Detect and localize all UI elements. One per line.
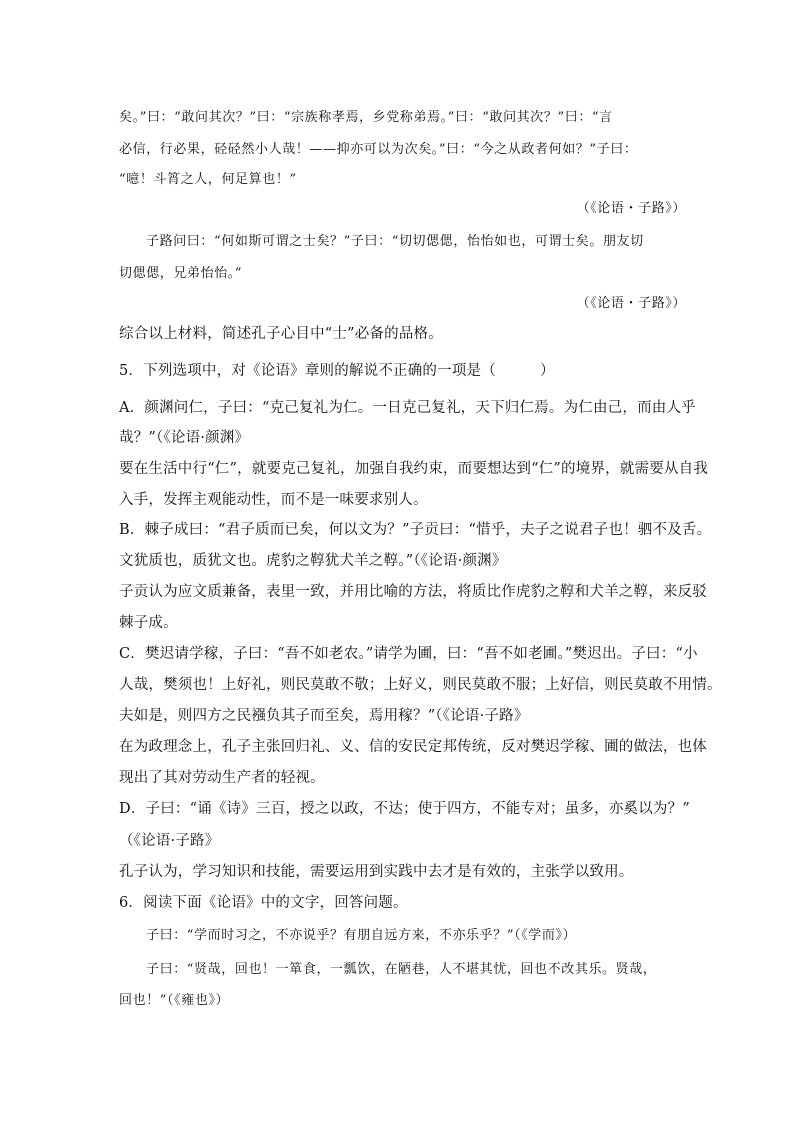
question-prompt: 综合以上材料，简述孔子心目中“士”必备的品格。 — [119, 326, 443, 342]
text-line: “噫！斗筲之人，何足算也！” — [119, 172, 297, 187]
option-b-explanation: 棘子成。 — [119, 615, 178, 631]
question-stem: 5．下列选项中，对《论语》章则的解说不正确的一项是（ ） — [119, 363, 555, 379]
option-b: 文犹质也，质犹文也。虎豹之鞟犹犬羊之鞟。”（《论语·颜渊》 — [119, 553, 507, 569]
option-a: A．颜渊问仁，子曰：“克己复礼为仁。一日克己复礼，天下归仁焉。为仁由己，而由人乎 — [119, 400, 696, 416]
option-d: D．子曰：“诵《诗》三百，授之以政，不达；使于四方，不能专对；虽多，亦奚以为？” — [119, 801, 690, 817]
quote-line: 子曰：“学而时习之，不亦说乎？有朋自远方来，不亦乐乎？”（《学而》） — [146, 928, 577, 943]
option-c-explanation: 在为政理念上，孔子主张回归礼、义、信的安民定邦传统，反对樊迟学稼、圃的做法，也体 — [119, 739, 707, 755]
option-c: C．樊迟请学稼，子曰：“吾不如老农。”请学为圃，曰：“吾不如老圃。”樊迟出。子曰：“小 — [119, 646, 698, 662]
question-stem: 6．阅读下面《论语》中的文字，回答问题。 — [119, 895, 408, 911]
option-d: （《论语·子路》 — [119, 833, 220, 849]
option-c-explanation: 现出了其对劳动生产者的轻视。 — [119, 770, 325, 786]
quote-line: 回也！”（《雍也》） — [119, 993, 230, 1008]
option-d-explanation: 孔子认为，学习知识和技能，需要运用到实践中去才是有效的，主张学以致用。 — [119, 864, 634, 880]
text-line: 矣。”曰：“敢问其次？”曰：“宗族称孝焉，乡党称弟焉。”曰：“敢问其次？”曰：“言 — [119, 110, 613, 125]
text-line: 切偲偲，兄弟怡怡。” — [119, 266, 243, 281]
text-line: 子路问曰：“何如斯可谓之士矣？”子曰：“切切偲偲，怡怡如也，可谓士矣。朋友切 — [146, 234, 644, 249]
option-a-explanation: 入手，发挥主观能动性，而不是一味要求别人。 — [119, 492, 428, 508]
source-citation: （《论语・子路》） — [576, 201, 686, 216]
option-c: 人哉，樊须也！上好礼，则民莫敢不敬；上好义，则民莫敢不服；上好信，则民莫敢不用情。 — [119, 677, 722, 693]
source-citation: （《论语・子路》） — [576, 296, 686, 311]
option-a-explanation: 要在生活中行“仁”，就要克己复礼，加强自我约束，而要想达到“仁”的境界，就需要从自我 — [119, 461, 709, 477]
quote-line: 子曰：“贤哉，回也！一箪食，一瓢饮，在陋巷，人不堪其忧，回也不改其乐。贤哉， — [146, 962, 657, 977]
text-line: 必信，行必果，硁硁然小人哉！——抑亦可以为次矣。”曰：“今之从政者何如？”子曰： — [119, 142, 638, 157]
option-b-explanation: 子贡认为应文质兼备，表里一致，并用比喻的方法，将质比作虎豹之鞟和犬羊之鞟，来反驳 — [119, 584, 707, 600]
option-c: 夫如是，则四方之民襁负其子而至矣，焉用稼？”（《论语·子路》 — [119, 708, 529, 724]
option-a: 哉？”（《论语·颜渊》 — [119, 430, 250, 446]
option-b: B．棘子成曰：“君子质而已矣，何以文为？”子贡曰：“惜乎，夫子之说君子也！驷不及舌。 — [119, 522, 712, 538]
